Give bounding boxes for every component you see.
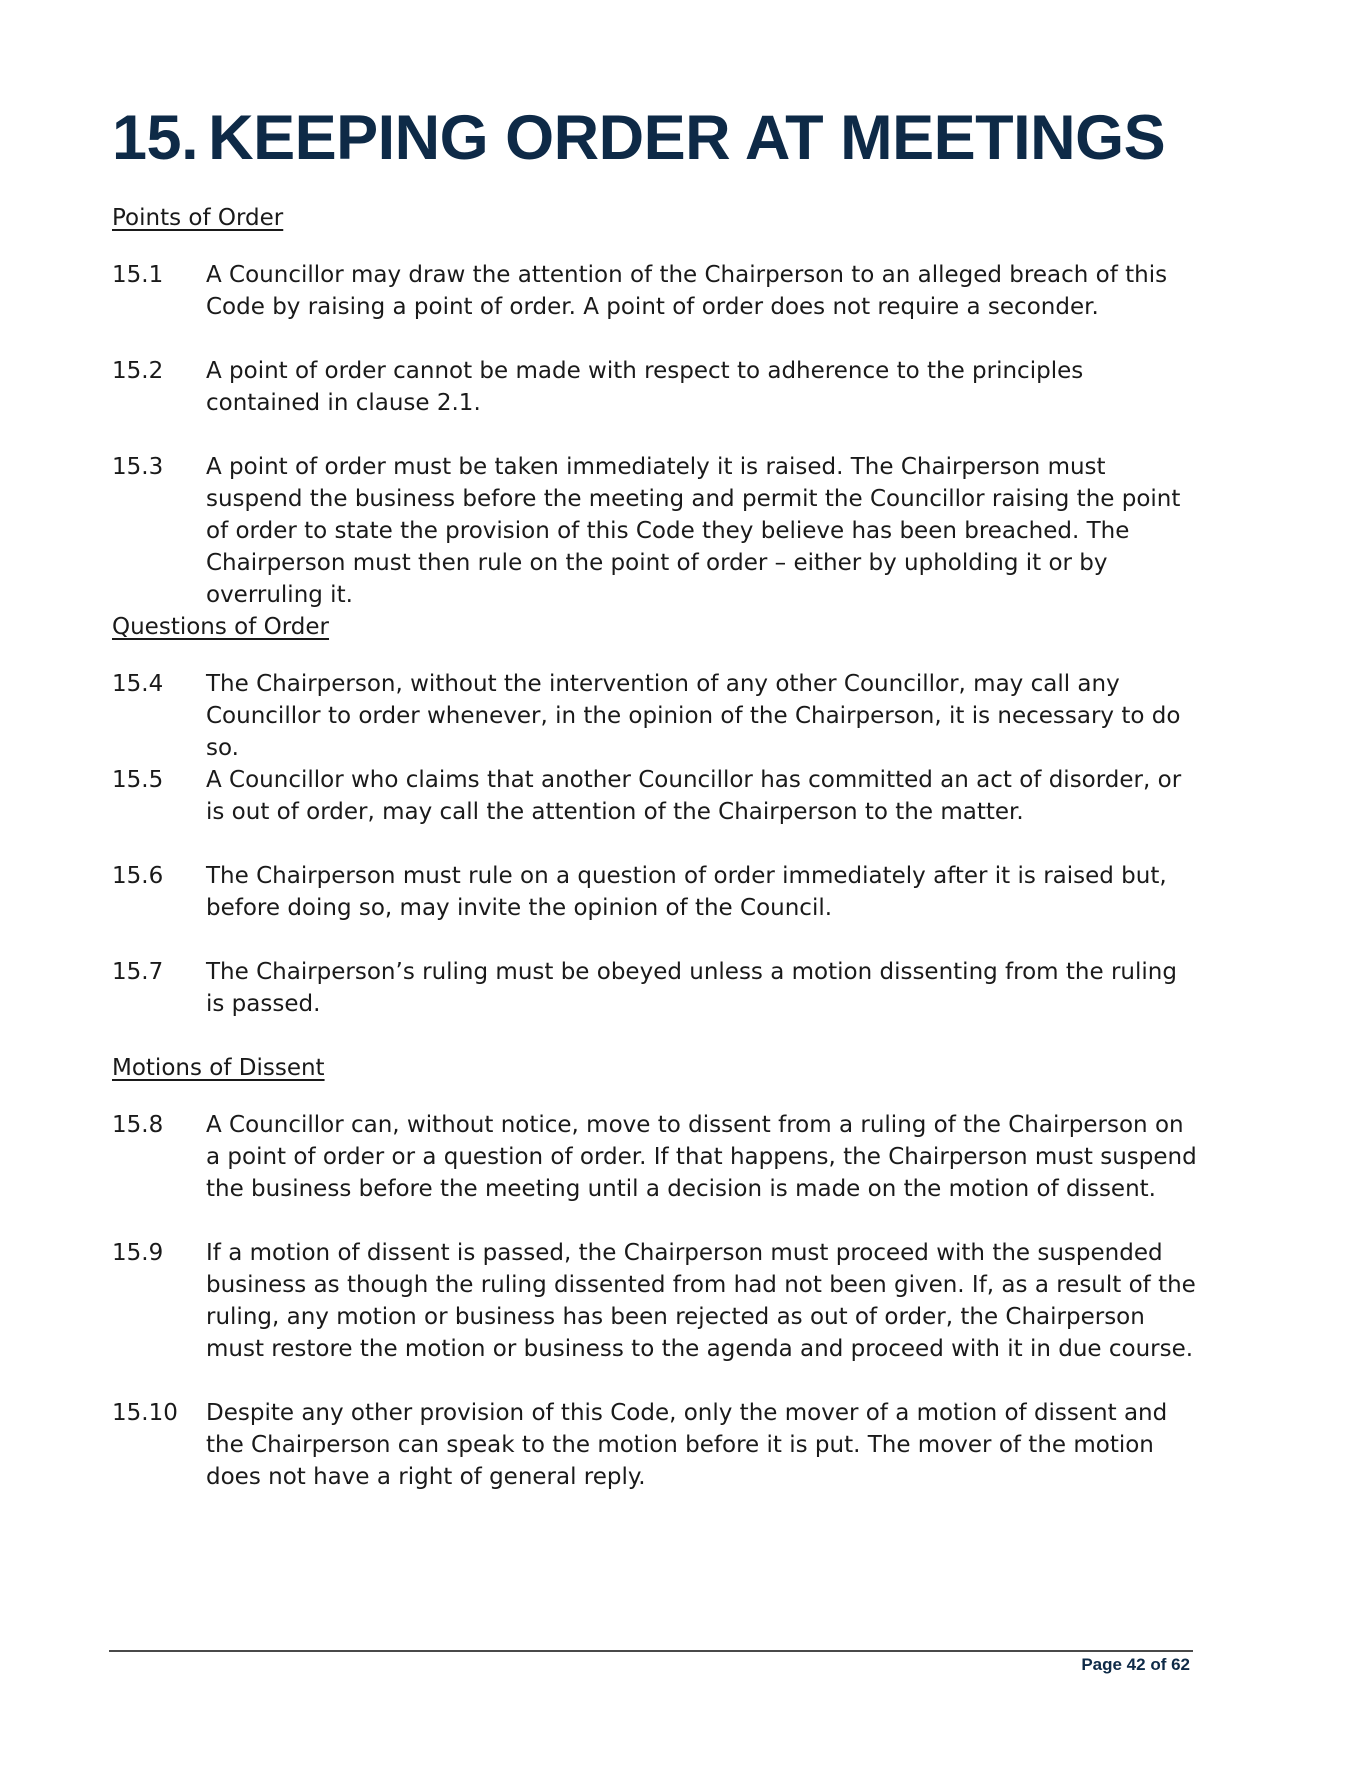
clause-number: 15.10 — [112, 1400, 178, 1426]
clause-number: 15.8 — [112, 1112, 164, 1138]
clause-text: If a motion of dissent is passed, the Chairperson must proceed with the suspended business as though the ruling dissented from had not been given. If, as a result of the ruling, any motion or business has been rejected as out of order, the Chairperson must restore the motion or business to the agenda and proceed with it in due course. — [206, 1240, 1196, 1362]
clause-number: 15.7 — [112, 959, 164, 985]
clause-text: A point of order cannot be made with respect to adherence to the principles contained in clause 2.1. — [206, 358, 1084, 416]
clause-15-2 — [112, 355, 1202, 419]
footer-divider — [109, 1650, 1193, 1652]
clause-text: The Chairperson’s ruling must be obeyed unless a motion dissenting from the ruling is passed. — [206, 959, 1177, 1017]
clause-15-5 — [112, 764, 1202, 828]
clause-text: The Chairperson, without the intervention of any other Councillor, may call any Councillor to order whenever, in the opinion of the Chairperson, it is necessary to do so. — [206, 671, 1181, 761]
clause-number: 15.1 — [112, 262, 164, 288]
heading-number: 15. — [112, 103, 199, 173]
clause-15-10 — [112, 1397, 1202, 1493]
clause-15-9 — [112, 1237, 1202, 1365]
heading-title: KEEPING ORDER AT MEETINGS — [208, 103, 1166, 173]
clause-15-6 — [112, 860, 1202, 924]
page-number: Page 42 of 62 — [1081, 1655, 1190, 1674]
clause-15-4 — [112, 668, 1202, 764]
clause-15-7 — [112, 956, 1202, 1020]
clause-number: 15.5 — [112, 767, 164, 793]
section-title-questions-of-order: Questions of Order — [112, 614, 330, 640]
clause-text: A Councillor can, without notice, move to dissent from a ruling of the Chairperson on a point of order or a question of order. If that happens, the Chairperson must suspend the business before the meeting until a decision is made on the motion of dissent. — [206, 1112, 1197, 1202]
clause-number: 15.9 — [112, 1240, 164, 1266]
clause-number: 15.6 — [112, 863, 164, 889]
clause-number: 15.4 — [112, 671, 164, 697]
clause-text: Despite any other provision of this Code, only the mover of a motion of dissent and the Chairperson can speak to the motion before it is put. The mover of the motion does not have a right of general reply. — [206, 1400, 1168, 1490]
clause-15-8 — [112, 1109, 1202, 1205]
page-heading — [112, 98, 1165, 178]
clause-text: The Chairperson must rule on a question of order immediately after it is raised but, before doing so, may invite the opinion of the Council. — [206, 863, 1167, 921]
clause-15-3 — [112, 451, 1202, 611]
section-title-points-of-order: Points of Order — [112, 205, 284, 231]
clause-number: 15.2 — [112, 358, 164, 384]
clause-text: A point of order must be taken immediately it is raised. The Chairperson must suspend the business before the meeting and permit the Councillor raising the point of order to state the provision of this Code they believe has been breached. The Chairperson must then rule on the point of order – either by upholding it or by overruling it. — [206, 454, 1181, 608]
clause-text: A Councillor who claims that another Councillor has committed an act of disorder, or is out of order, may call the attention of the Chairperson to the matter. — [206, 767, 1182, 825]
clause-text: A Councillor may draw the attention of the Chairperson to an alleged breach of this Code by raising a point of order. A point of order does not require a seconder. — [206, 262, 1168, 320]
clause-number: 15.3 — [112, 454, 164, 480]
clause-15-1 — [112, 259, 1202, 323]
section-title-motions-of-dissent: Motions of Dissent — [112, 1055, 325, 1081]
